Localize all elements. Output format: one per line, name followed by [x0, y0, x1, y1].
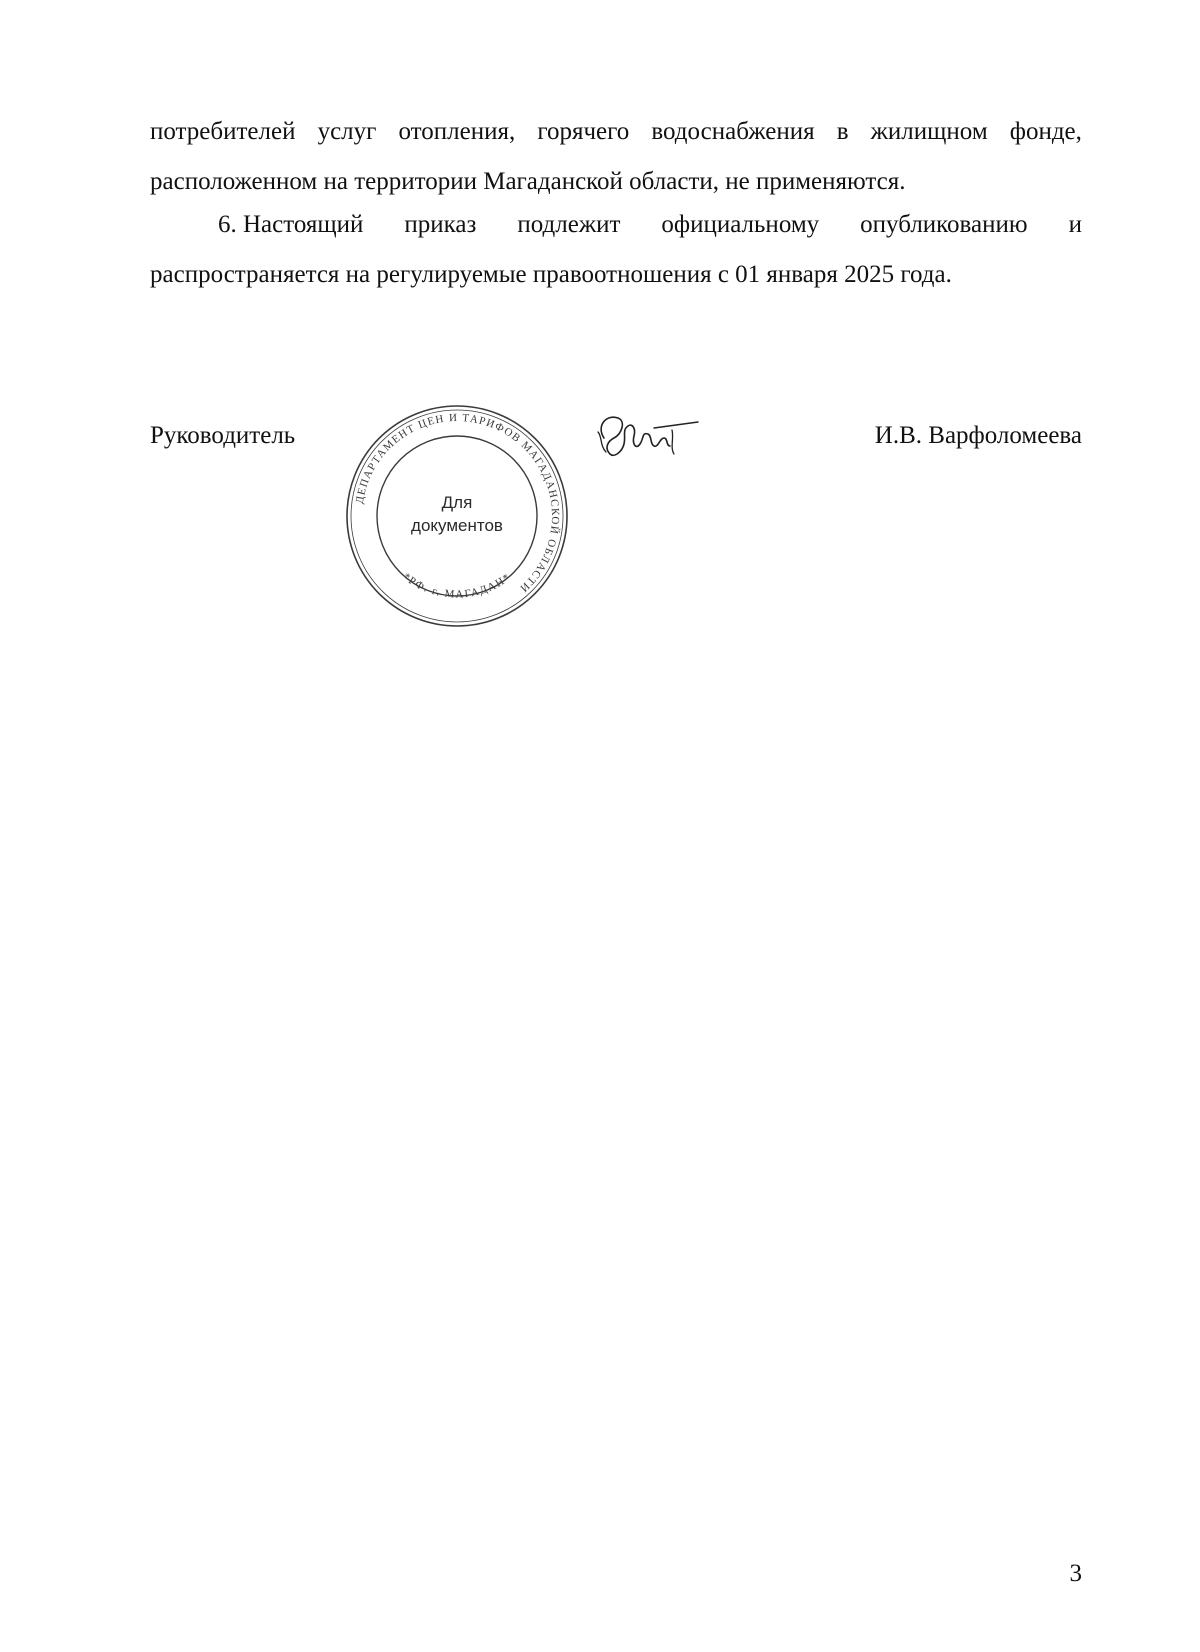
paragraph-line: расположенном на территории Магаданской области, не применяются. — [150, 168, 906, 195]
paragraph-line: распространяется на регулируемые правоотношения с 01 января 2025 года. — [150, 261, 952, 288]
word: горячего — [537, 118, 630, 145]
word: водоснабжения — [651, 118, 815, 145]
signature-stroke-line — [654, 422, 698, 428]
word: 6. Настоящий — [218, 211, 364, 238]
signatory-name: И.В. Варфоломеева — [874, 422, 1082, 449]
word: потребителей — [150, 118, 296, 145]
signatory-role: Руководитель — [150, 422, 296, 449]
stamp-center-line-1: Для — [441, 493, 473, 512]
word: фонде, — [1009, 118, 1082, 145]
signature-stroke-main — [601, 417, 670, 455]
word: подлежит — [517, 211, 621, 238]
word: отопления, — [398, 118, 516, 145]
signature-stroke-tail — [672, 430, 674, 454]
word: жилищном — [870, 118, 988, 145]
stamp-center-line-2: документов — [411, 516, 503, 535]
word: и — [1068, 211, 1082, 238]
word: приказ — [404, 211, 477, 238]
page-number: 3 — [1069, 1560, 1082, 1587]
stamp-ring-text: ДЕПАРТАМЕНТ ЦЕН И ТАРИФОВ МАГАДАНСКОЙ ОБЛАСТИ — [353, 411, 562, 595]
paragraph-line-justified — [150, 200, 1082, 250]
word: опубликованию — [860, 211, 1028, 238]
paragraph-consumers — [150, 107, 1082, 207]
word: услуг — [317, 118, 377, 145]
handwritten-signature — [592, 408, 702, 468]
paragraph-item-6 — [150, 200, 1082, 300]
word: в — [836, 118, 849, 145]
paragraph-line-justified — [150, 107, 1082, 157]
word: официальному — [661, 211, 820, 238]
official-stamp — [343, 402, 571, 630]
stamp-bottom-text: *РФ. г. МАГАДАН* — [400, 570, 514, 601]
